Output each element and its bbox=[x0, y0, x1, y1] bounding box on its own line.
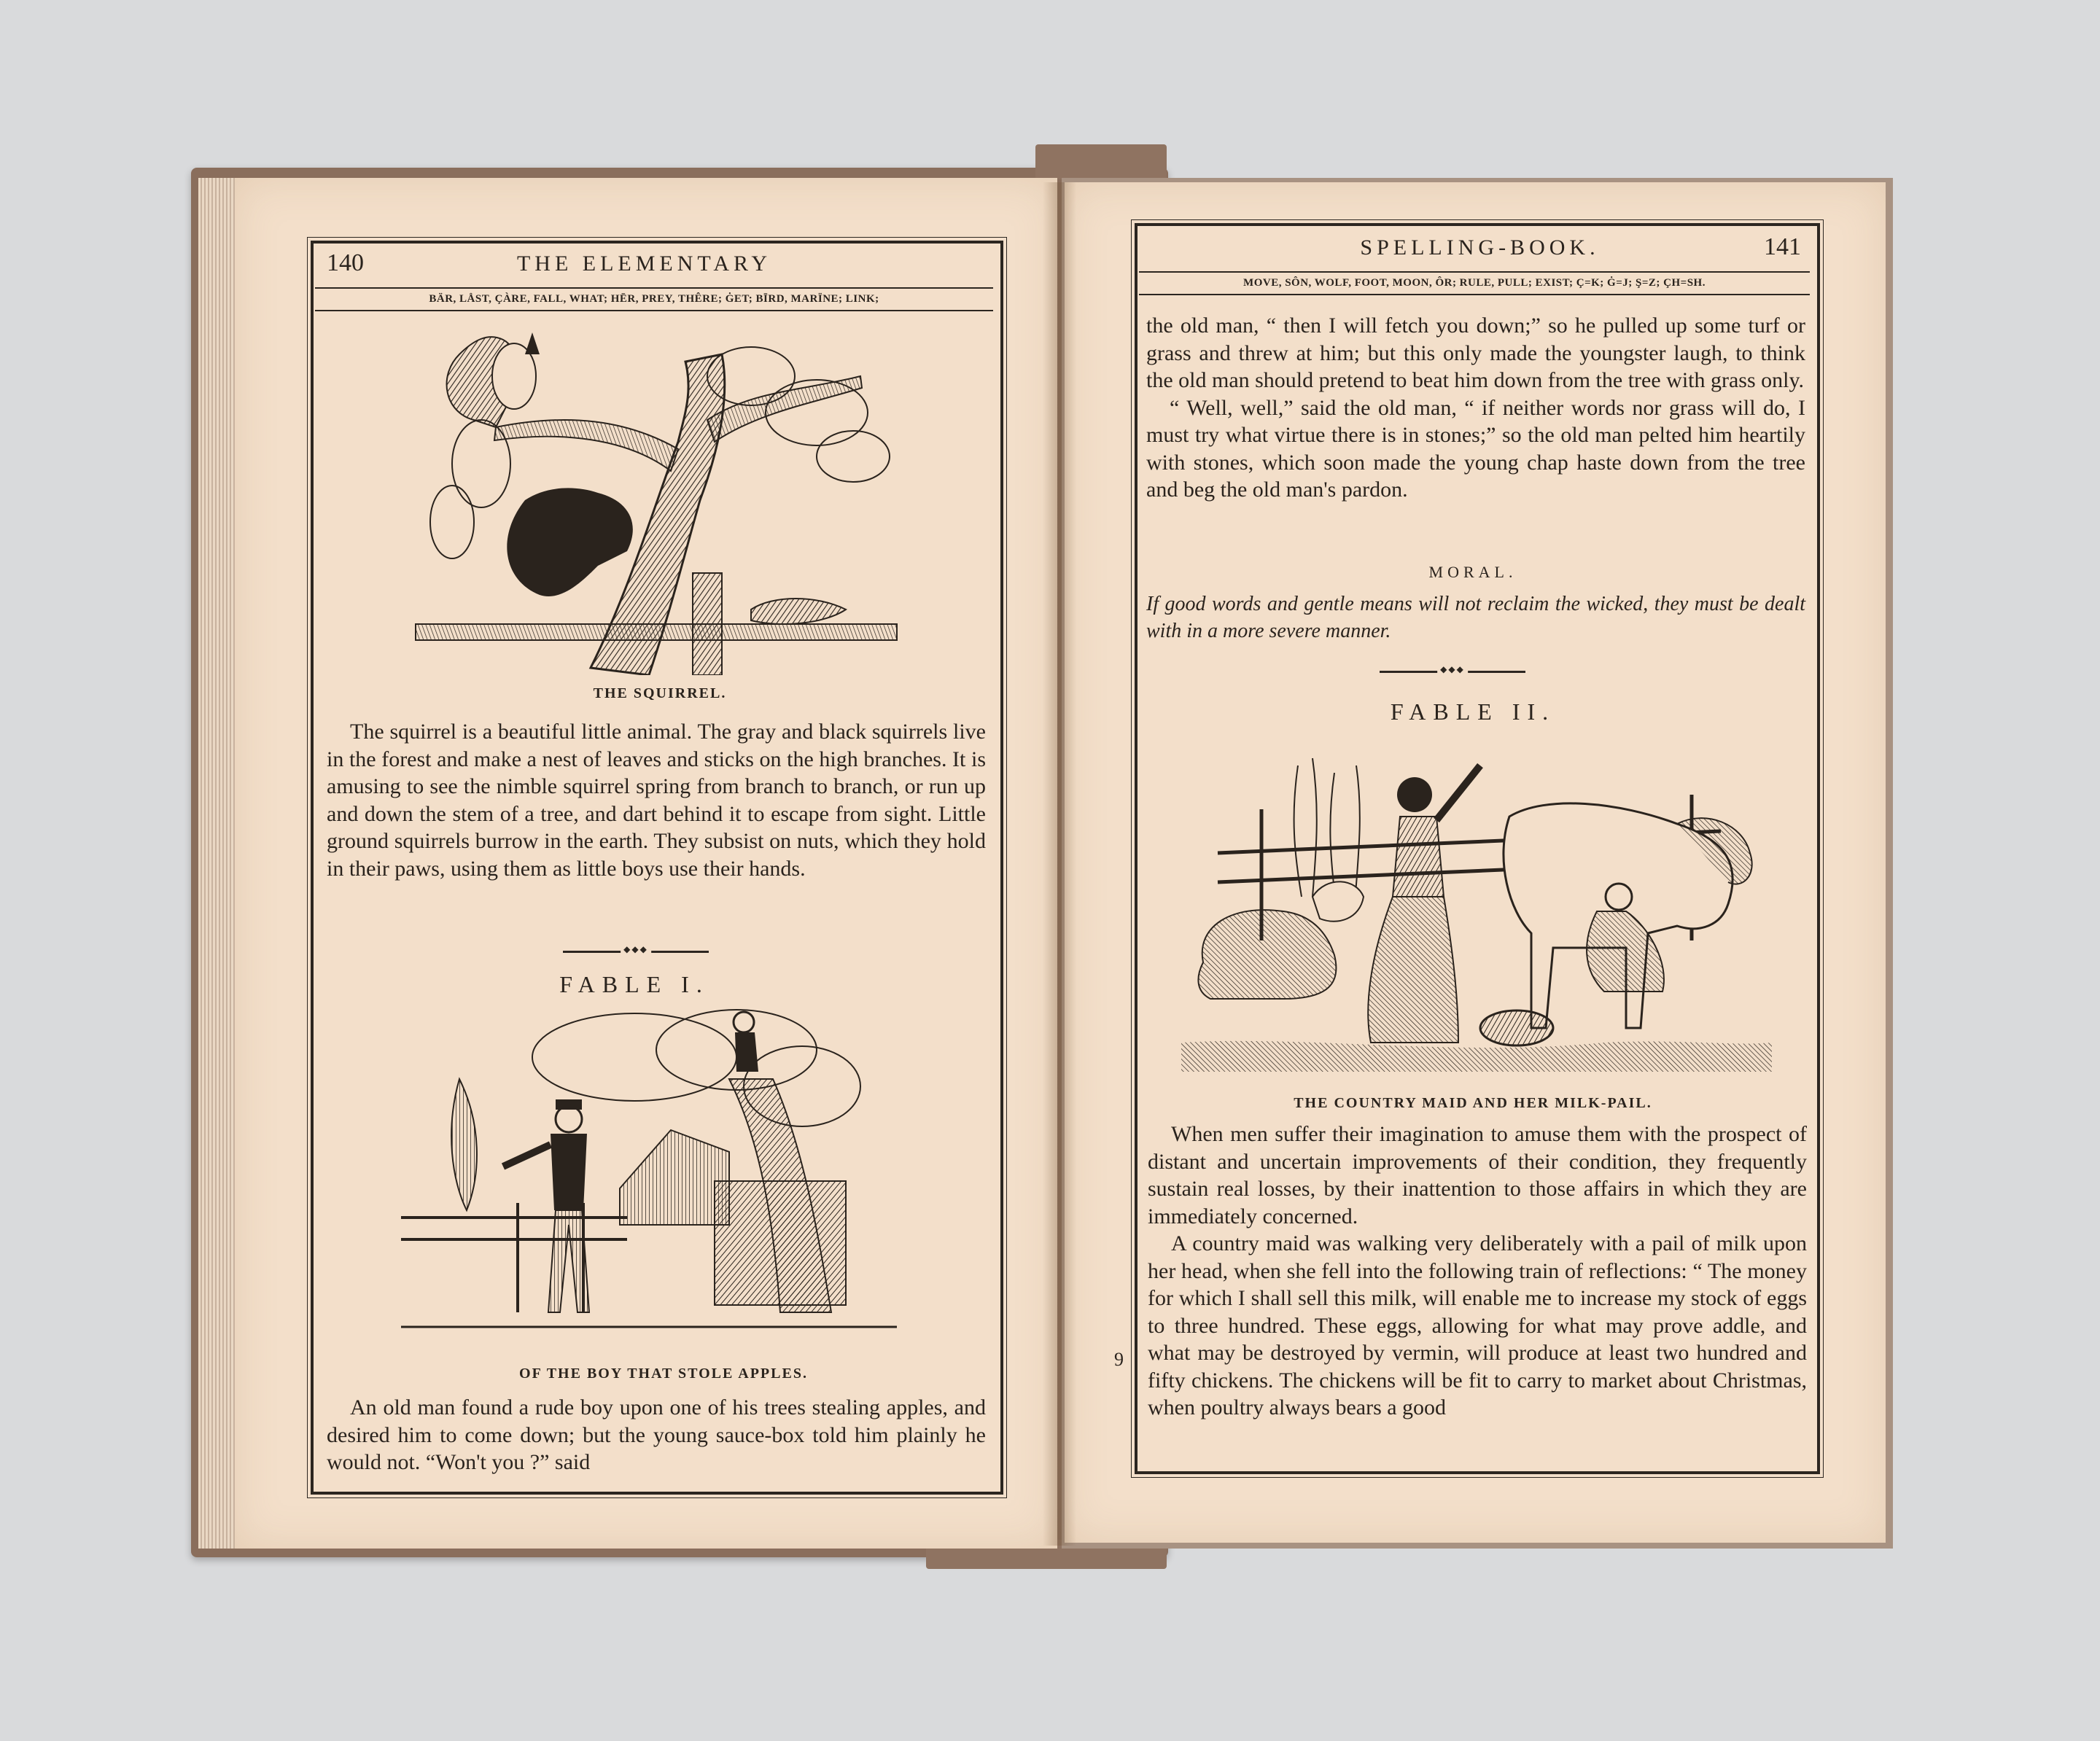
moral-label: MORAL. bbox=[1428, 563, 1517, 581]
right-running-head bbox=[1152, 233, 1801, 261]
fable-1-caption: OF THE BOY THAT STOLE APPLES. bbox=[519, 1366, 808, 1382]
left-pronunciation-key: BÄR, LÅST, ÇÀRE, FALL, WHAT; HĒR, PREY, THÊRE; ĠET; BĪRD, MARÏNE; LINK; bbox=[315, 287, 993, 311]
book-gutter bbox=[1043, 182, 1076, 1546]
fable-2-text-block bbox=[1148, 1121, 1807, 1422]
right-continued-text bbox=[1146, 312, 1805, 504]
right-pronunciation-key: MOVE, SÔN, WOLF, FOOT, MOON, ÔR; RULE, PULL; EXIST; Ç=K; Ġ=J; Ş=Z; ÇH=SH. bbox=[1139, 271, 1810, 295]
spine-cloth-top bbox=[1035, 144, 1167, 179]
fable-2-caption: THE COUNTRY MAID AND HER MILK-PAIL. bbox=[1294, 1095, 1652, 1111]
signature-mark: 9 bbox=[1114, 1349, 1124, 1370]
continued-paragraph-1: the old man, “ then I will fetch you down;” so he pulled up some turf or grass and threw at him; but this only made the youngster laugh, to think the old man should pretend to beat him down from the tree with grass only. bbox=[1146, 313, 1805, 392]
fable-2-paragraph-1: When men suffer their imagination to amuse them with the prospect of distant and uncertain improvements of their condition, they frequently sustain real losses, by their inattention to those affairs in which they are immediately concerned. bbox=[1148, 1122, 1807, 1228]
fable-1-text: An old man found a rude boy upon one of his trees stealing apples, and desired him to come down; but the young sauce-box told him plainly he would not. “Won't you ?” said bbox=[327, 1395, 986, 1474]
squirrel-engraving bbox=[408, 332, 911, 675]
left-running-head bbox=[327, 249, 968, 277]
squirrel-paragraph bbox=[327, 718, 986, 882]
right-page-number: 141 bbox=[1763, 233, 1801, 260]
moral-text: If good words and gentle means will not reclaim the wicked, they must be dealt with in a more severe manner. bbox=[1146, 593, 1805, 642]
continued-paragraph-2: “ Well, well,” said the old man, “ if neither words nor grass will do, I must try what virtue there is in stones;” so the old man pelted him heartily with stones, which soon made the young chap haste down from the tree and beg the old man's pardon. bbox=[1146, 395, 1805, 502]
fable-1-paragraph bbox=[327, 1394, 986, 1476]
ornament-rule-2 bbox=[1380, 671, 1525, 673]
squirrel-text: The squirrel is a beautiful little animal. The gray and black squirrels live in the forest and make a nest of leaves and sticks on the high branches. It is amusing to see the nimble squirrel spring from branch to branch, or run up and down the stem of a tree, and dart behind it to escape from sight. Little ground squirrels burrow in the earth. They subsist on nuts, which they hold in their paws, using them as little boys use their hands. bbox=[327, 720, 986, 881]
left-running-title: THE ELEMENTARY bbox=[516, 252, 772, 276]
right-running-title: SPELLING-BOOK. bbox=[1360, 235, 1600, 260]
fable-2-paragraph-2: A country maid was walking very deliberately with a pail of milk upon her head, when she fell into the following train of reflections: “ The money for which I shall sell this milk, will enable me to increase my stock of eggs to three hundred. These eggs, allowing for what may prove addle, and what may be destroyed by vermin, will produce at least two hundred and fifty chickens. The chickens will be fit to carry to market about Christmas, when poultry always bears a good bbox=[1148, 1231, 1807, 1419]
left-page-number: 140 bbox=[327, 249, 364, 276]
fable-1-heading: FABLE I. bbox=[559, 971, 709, 997]
boy-in-apple-tree-engraving bbox=[394, 1006, 904, 1352]
milk-maid-engraving bbox=[1167, 751, 1779, 1079]
fable-2-heading: FABLE II. bbox=[1390, 698, 1556, 725]
ornament-rule bbox=[563, 951, 709, 953]
squirrel-caption: THE SQUIRREL. bbox=[593, 685, 727, 701]
